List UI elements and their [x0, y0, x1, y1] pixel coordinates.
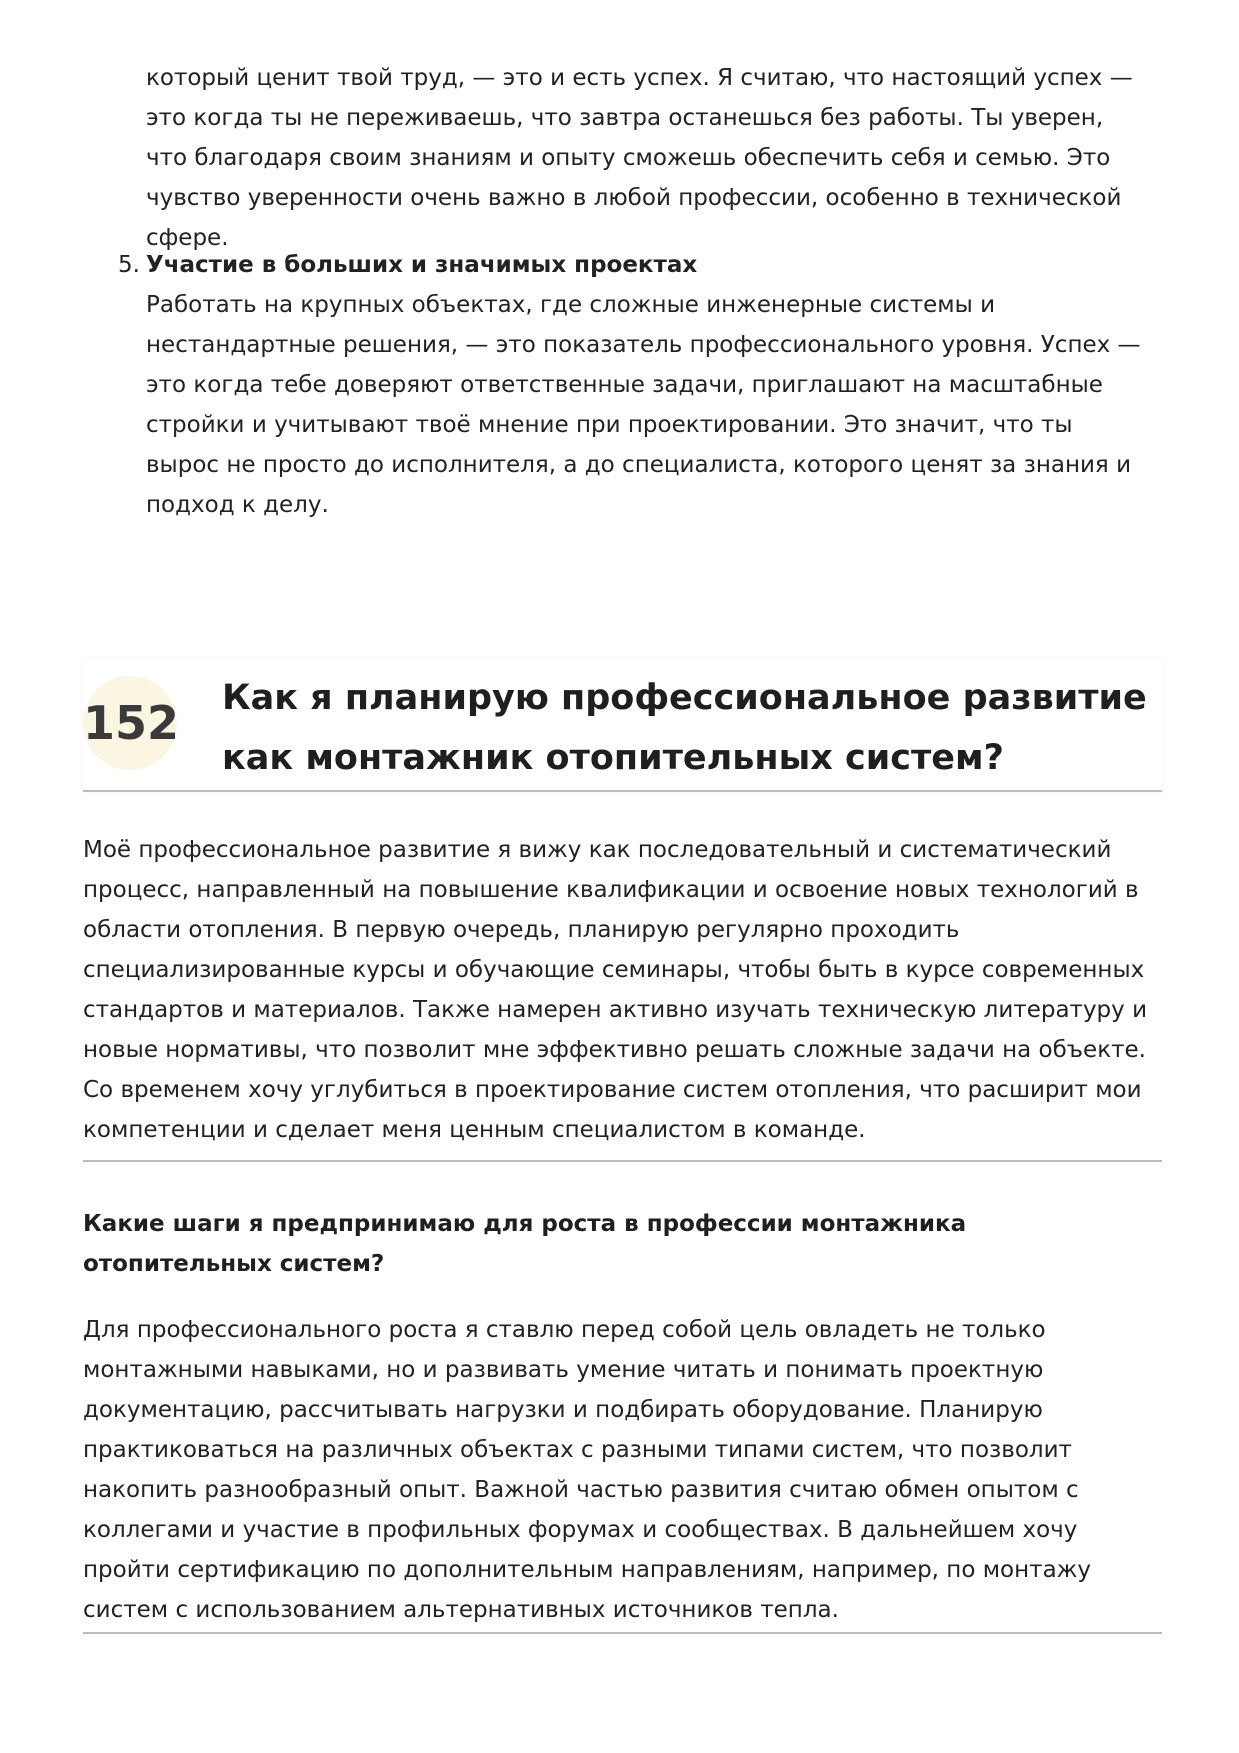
section-divider-bottom: [83, 1632, 1162, 1634]
list-item-number: 5.: [118, 252, 140, 278]
question-answer: Моё профессиональное развитие я вижу как последовательный и систематический процесс, направленный на повышение квалификации и освоение новых технологий в области отопления. В первую очередь, планирую регулярно проходить специализированные курсы и обучающие семинары, чтобы быть в курсе современных стандартов и материалов. Также намерен активно изучать техническую литературу и новые нормативы, что позволит мне эффективно решать сложные задачи на объекте. Со временем хочу углубиться в проектирование систем отопления, что расширит мои компетенции и сделает меня ценным специалистом в команде.: [83, 837, 1148, 1143]
section-divider: [83, 1160, 1162, 1162]
sub-question-answer: Для профессионального роста я ставлю перед собой цель овладеть не только монтажными навыками, но и развивать умение читать и понимать проектную документацию, рассчитывать нагрузки и подбирать оборудование. Планирую практиковаться на различных объектах с разными типами систем, что позволит накопить разнообразный опыт. Важной частью развития считаю обмен опытом с коллегами и участие в профильных форумах и сообществах. В дальнейшем хочу пройти сертификацию по дополнительным направлениям, например, по монтажу систем с использованием альтернативных источников тепла.: [83, 1317, 1091, 1623]
list-item-5: [118, 245, 1148, 525]
sub-question-title: Какие шаги я предпринимаю для роста в профессии монтажника отопительных систем?: [83, 1211, 967, 1277]
continuation-paragraph: который ценит твой труд, — это и есть успех. Я считаю, что настоящий успех — это когда ты не переживаешь, что завтра останешься без работы. Ты уверен, что благодаря своим знаниям и опыту сможешь обеспечить себя и семью. Это чувство уверенности очень важно в любой профессии, особенно в технической сфере.: [146, 65, 1133, 251]
list-item-body: Работать на крупных объектах, где сложные инженерные системы и нестандартные решения, — это показатель профессионального уровня. Успех — это когда тебе доверяют ответственные задачи, приглашают на масштабные стройки и учитывают твоё мнение при проектировании. Это значит, что ты вырос не просто до исполнителя, а до специалиста, которого ценят за знания и подход к делу.: [146, 292, 1141, 518]
list-item-title: Участие в больших и значимых проектах: [146, 252, 698, 278]
question-header: [83, 660, 1162, 792]
question-title: Как я планирую профессиональное развитие как монтажник отопительных систем?: [222, 678, 1147, 778]
question-number-badge: 152: [83, 676, 177, 770]
